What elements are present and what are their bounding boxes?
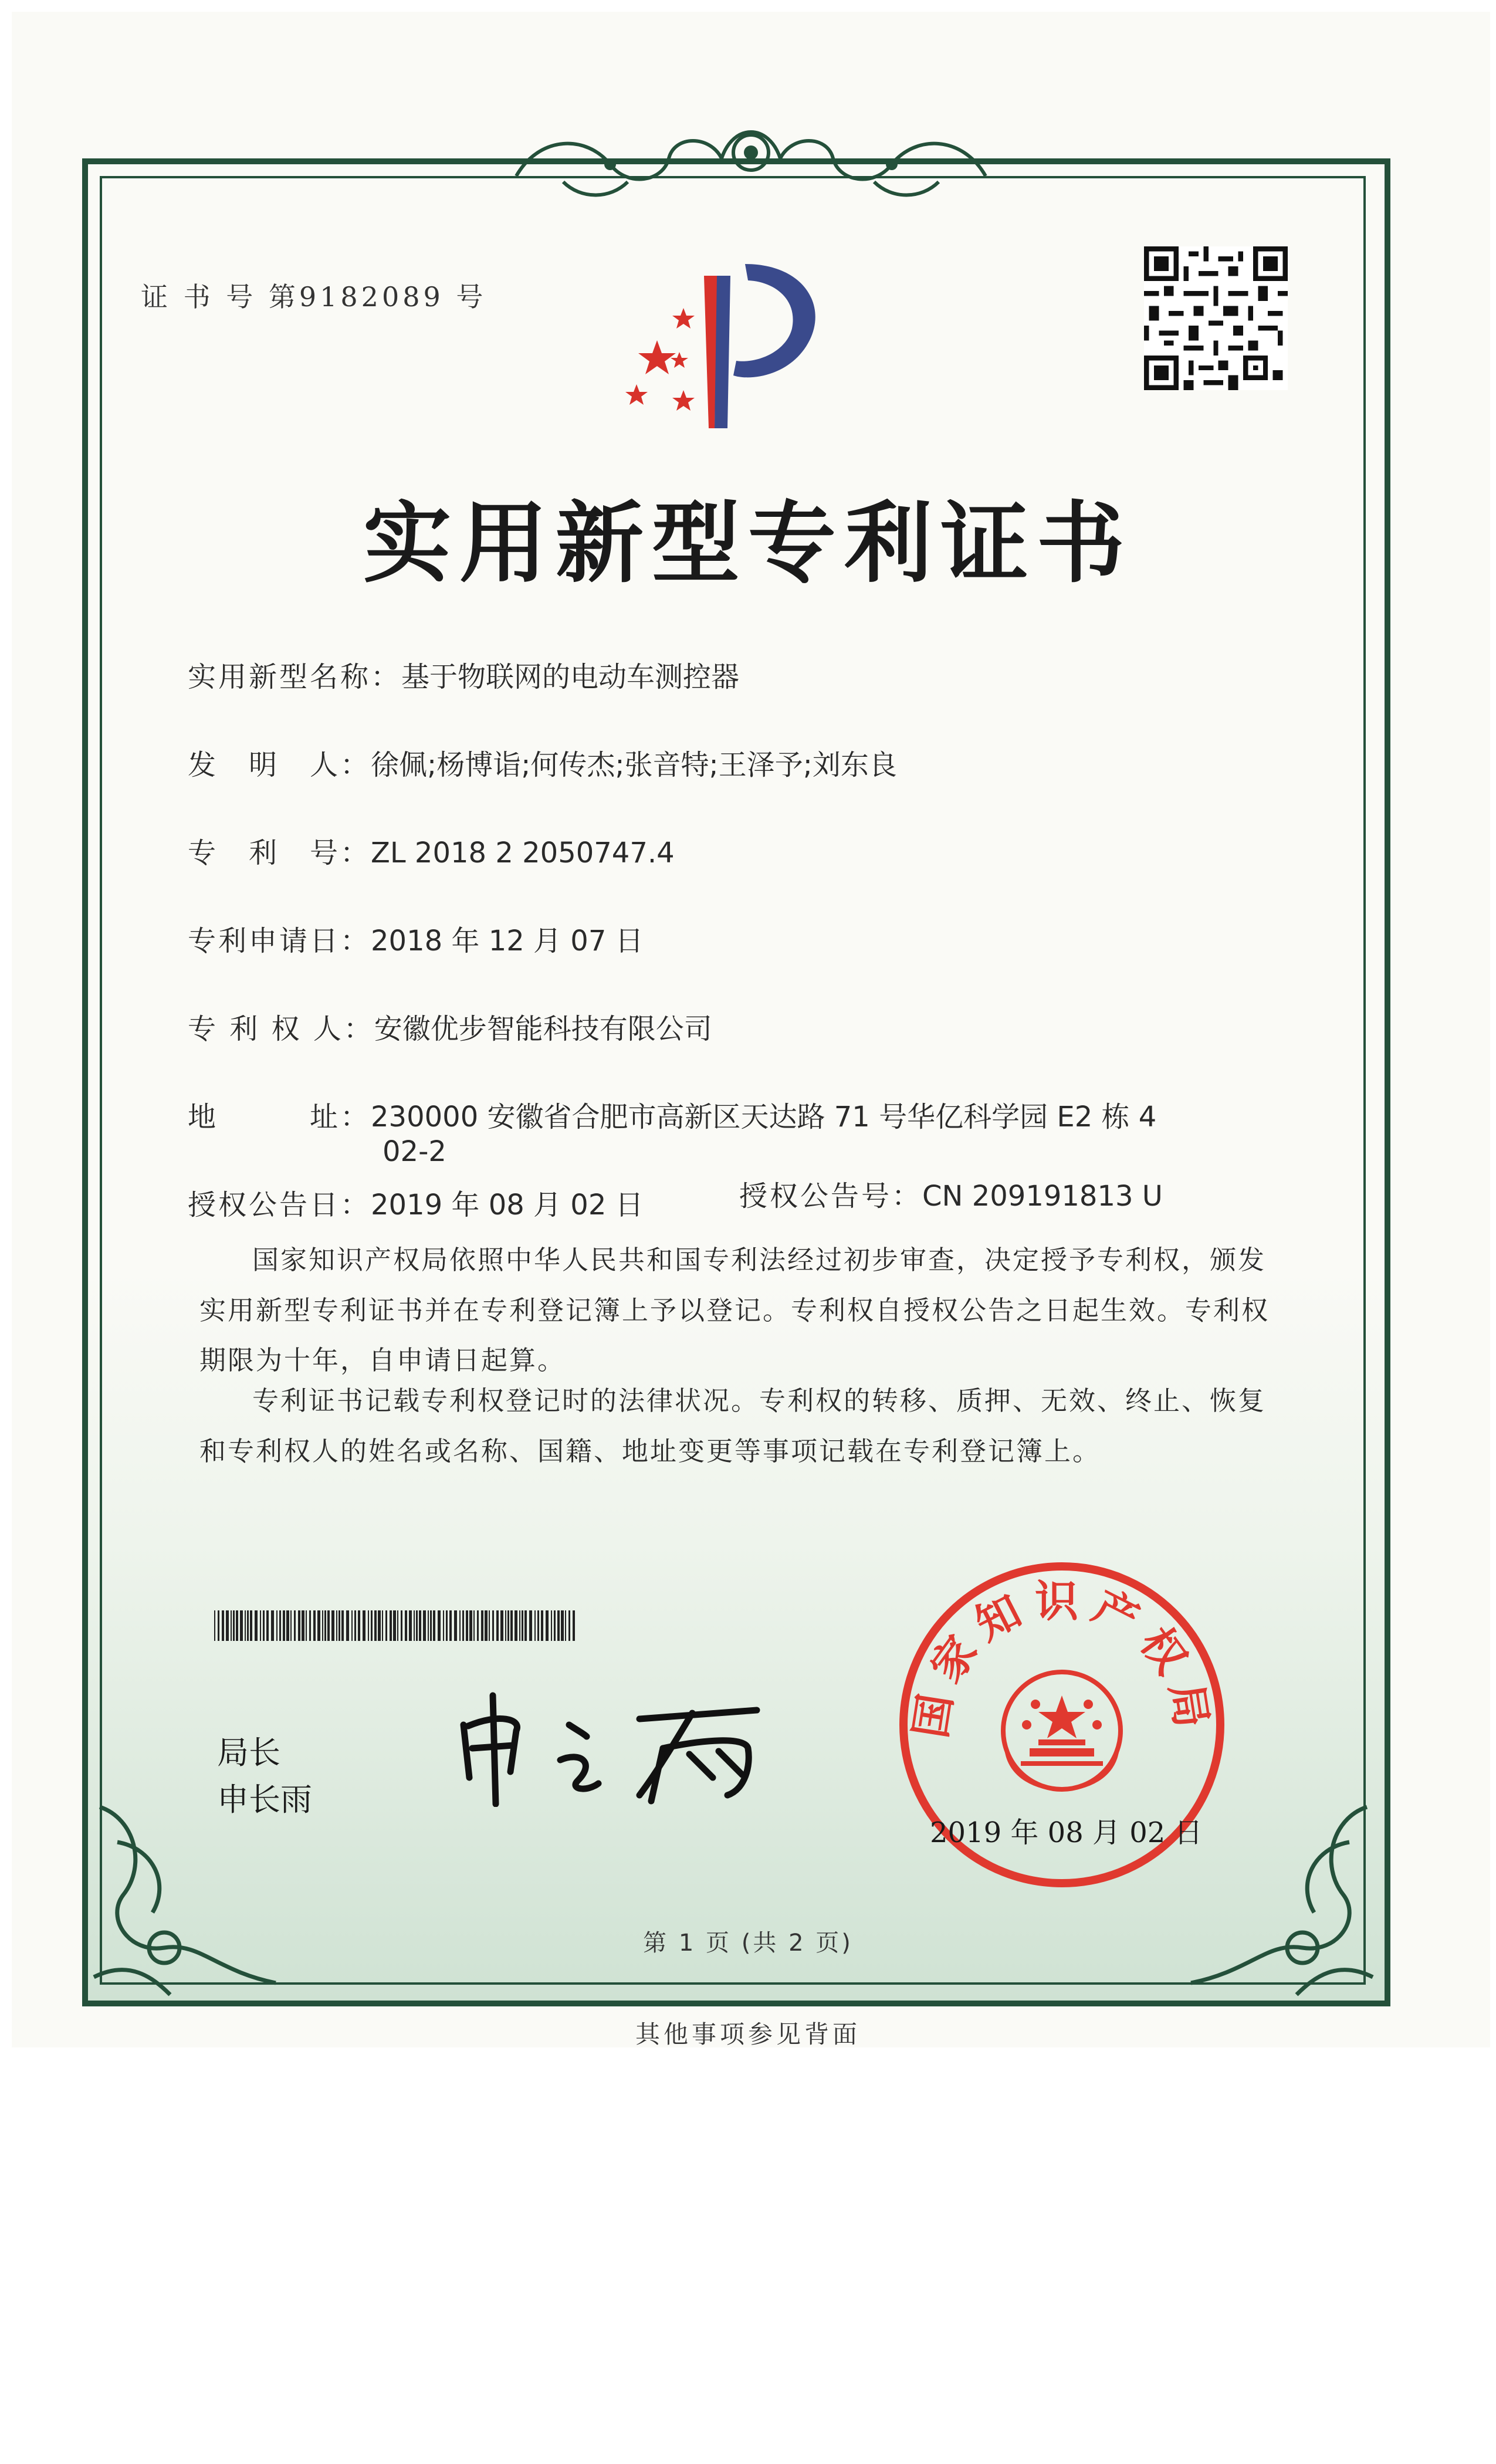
certificate-paragraph-2: 专利证书记载专利权登记时的法律状况。专利权的转移、质押、无效、终止、恢复和专利权人的姓名或名称、国籍、地址变更等事项记载在专利登记簿上。 bbox=[199, 1385, 1267, 1467]
barcode-bar bbox=[260, 1610, 261, 1641]
certificate-number-label: 证 书 号 第 bbox=[141, 281, 299, 313]
barcode-bar bbox=[449, 1610, 452, 1641]
barcode-bar bbox=[385, 1610, 387, 1641]
barcode-bar bbox=[489, 1610, 490, 1641]
field-patentee bbox=[188, 1006, 712, 1047]
barcode-bar bbox=[534, 1610, 536, 1641]
barcode-bar bbox=[309, 1610, 311, 1641]
barcode-bar bbox=[466, 1610, 468, 1641]
barcode-bar bbox=[327, 1610, 330, 1641]
barcode-bar bbox=[419, 1610, 421, 1641]
top-ornament bbox=[493, 111, 1009, 211]
field-grant-date bbox=[188, 1182, 644, 1223]
barcode-bar bbox=[351, 1610, 353, 1641]
barcode-bar bbox=[240, 1610, 243, 1641]
barcode-bar bbox=[573, 1610, 575, 1641]
barcode-bar bbox=[231, 1610, 232, 1641]
barcode-bar bbox=[354, 1610, 356, 1641]
barcode-bar bbox=[393, 1610, 396, 1641]
barcode-bar bbox=[443, 1610, 444, 1641]
barcode-bar bbox=[561, 1610, 564, 1641]
certificate-number-value: 9182089 bbox=[299, 281, 444, 313]
barcode-bar bbox=[336, 1610, 337, 1641]
field-value: 安徽优步智能科技有限公司 bbox=[374, 1013, 712, 1045]
barcode-bar bbox=[302, 1610, 304, 1641]
footer-note: 其他事项参见背面 bbox=[635, 2020, 861, 2049]
field-value: ZL 2018 2 2050747.4 bbox=[371, 837, 675, 869]
barcode-bar bbox=[222, 1610, 224, 1641]
barcode-bar bbox=[473, 1610, 475, 1641]
barcode-bar bbox=[339, 1610, 340, 1641]
barcode-bar bbox=[423, 1610, 426, 1641]
barcode-bar bbox=[294, 1610, 296, 1641]
barcode-bar bbox=[218, 1610, 219, 1641]
field-label: 专 利 号： bbox=[188, 837, 371, 869]
barcode-bar bbox=[507, 1610, 509, 1641]
barcode-bar bbox=[416, 1610, 418, 1641]
field-grant-number bbox=[739, 1173, 1163, 1214]
barcode-bar bbox=[279, 1610, 281, 1641]
barcode-bar bbox=[290, 1610, 292, 1641]
page-indicator: 第 1 页 (共 2 页) bbox=[643, 1930, 853, 1957]
barcode-bar bbox=[341, 1610, 344, 1641]
certificate-paragraph-1: 国家知识产权局依照中华人民共和国专利法经过初步审查，决定授予专利权，颁发实用新型专利证书并在专利登记簿上予以登记。专利权自授权公告之日起生效。专利权期限为十年，自申请日起算。 bbox=[199, 1244, 1270, 1376]
field-filing-date bbox=[188, 918, 644, 959]
certificate-number-suffix: 号 bbox=[456, 281, 487, 313]
field-address bbox=[188, 1094, 1156, 1135]
barcode-bar bbox=[428, 1610, 429, 1641]
barcode-bar bbox=[454, 1610, 457, 1641]
barcode-bar bbox=[401, 1610, 402, 1641]
barcode-bar bbox=[247, 1610, 249, 1641]
barcode-bar bbox=[317, 1610, 320, 1641]
field-patent-number bbox=[188, 830, 675, 871]
field-value: 2018 年 12 月 07 日 bbox=[371, 925, 644, 957]
seal-date: 2019 年 08 月 02 日 bbox=[930, 1816, 1203, 1849]
barcode-bar bbox=[515, 1610, 517, 1641]
barcode-bar bbox=[324, 1610, 326, 1641]
barcode-bar bbox=[363, 1610, 365, 1641]
barcode-bar bbox=[271, 1610, 274, 1641]
field-label: 授权公告日： bbox=[188, 1189, 371, 1221]
barcode-bar bbox=[409, 1610, 412, 1641]
barcode-bar bbox=[568, 1610, 570, 1641]
barcode-bar bbox=[462, 1610, 464, 1641]
field-label: 专 利 权 人： bbox=[188, 1013, 374, 1045]
barcode-bar bbox=[565, 1610, 566, 1641]
barcode-bar bbox=[286, 1610, 289, 1641]
barcode-bar bbox=[368, 1610, 369, 1641]
barcode-bar bbox=[298, 1610, 300, 1641]
barcode-bar bbox=[557, 1610, 560, 1641]
barcode-bar bbox=[255, 1610, 258, 1641]
barcode-bar bbox=[374, 1610, 377, 1641]
barcode-bar bbox=[551, 1610, 552, 1641]
barcode-bar bbox=[371, 1610, 373, 1641]
barcode-bar bbox=[519, 1610, 520, 1641]
handwritten-signature bbox=[452, 1690, 780, 1807]
barcode-bar bbox=[283, 1610, 285, 1641]
seal-text: 国家知识产权局 bbox=[905, 1576, 1219, 1742]
barcode-bar bbox=[322, 1610, 323, 1641]
barcode-bar bbox=[438, 1610, 441, 1641]
barcode-bar bbox=[214, 1610, 215, 1641]
barcode-bar bbox=[263, 1610, 265, 1641]
barcode-bar bbox=[446, 1610, 448, 1641]
qr-code bbox=[1144, 246, 1288, 390]
barcode-bar bbox=[433, 1610, 435, 1641]
barcode-bar bbox=[405, 1610, 407, 1641]
signatory-name: 申长雨 bbox=[217, 1781, 312, 1818]
field-label: 发 明 人： bbox=[188, 749, 371, 781]
barcode-bar bbox=[510, 1610, 513, 1641]
barcode-bar bbox=[276, 1610, 277, 1641]
barcode-bar bbox=[250, 1610, 252, 1641]
field-value: CN 209191813 U bbox=[922, 1180, 1163, 1213]
barcode-bar bbox=[346, 1610, 349, 1641]
field-label: 实用新型名称： bbox=[188, 661, 402, 693]
field-value: 230000 安徽省合肥市高新区天达路 71 号华亿科学园 E2 栋 4 bbox=[371, 1101, 1157, 1133]
barcode-bar bbox=[524, 1610, 527, 1641]
field-inventors bbox=[188, 742, 897, 783]
barcode-bar bbox=[226, 1610, 229, 1641]
barcode-bar bbox=[459, 1610, 461, 1641]
field-value: 2019 年 08 月 02 日 bbox=[371, 1189, 644, 1221]
field-value: 徐佩;杨博诣;何传杰;张音特;王泽予;刘东良 bbox=[371, 749, 897, 781]
barcode-bar bbox=[245, 1610, 246, 1641]
barcode-bar bbox=[496, 1610, 499, 1641]
barcode-bar bbox=[382, 1610, 383, 1641]
barcode-bar bbox=[313, 1610, 316, 1641]
barcode-bar bbox=[537, 1610, 539, 1641]
patent-office-emblem-icon bbox=[610, 252, 833, 434]
field-label: 地 址： bbox=[188, 1101, 371, 1133]
field-utility-model-name bbox=[188, 654, 739, 695]
barcode-bar bbox=[414, 1610, 415, 1641]
signatory-title: 局长 bbox=[217, 1734, 280, 1771]
barcode-bar bbox=[390, 1610, 392, 1641]
barcode-bar bbox=[306, 1610, 307, 1641]
barcode-bar bbox=[554, 1610, 556, 1641]
barcode-bar bbox=[397, 1610, 398, 1641]
field-address-line2: 02-2 bbox=[383, 1135, 446, 1168]
field-value: 基于物联网的电动车测控器 bbox=[401, 661, 740, 693]
barcode-bar bbox=[266, 1610, 269, 1641]
certificate-number bbox=[141, 276, 486, 314]
barcode-bar bbox=[522, 1610, 523, 1641]
barcode-bar bbox=[358, 1610, 360, 1641]
barcode-bar bbox=[505, 1610, 506, 1641]
barcode-bar bbox=[477, 1610, 479, 1641]
barcode-bar bbox=[529, 1610, 532, 1641]
barcode-bar bbox=[236, 1610, 238, 1641]
certificate-title: 实用新型专利证书 bbox=[363, 493, 1133, 595]
barcode-bar bbox=[541, 1610, 543, 1641]
barcode-bar bbox=[492, 1610, 494, 1641]
barcode-bar bbox=[378, 1610, 381, 1641]
barcode bbox=[214, 1610, 578, 1641]
barcode-bar bbox=[481, 1610, 483, 1641]
barcode-bar bbox=[469, 1610, 472, 1641]
barcode-bar bbox=[331, 1610, 334, 1641]
barcode-bar bbox=[500, 1610, 503, 1641]
barcode-bar bbox=[430, 1610, 432, 1641]
barcode-bar bbox=[233, 1610, 235, 1641]
field-label: 专利申请日： bbox=[188, 925, 371, 957]
barcode-bar bbox=[546, 1610, 549, 1641]
barcode-bar bbox=[485, 1610, 488, 1641]
field-label: 授权公告号： bbox=[739, 1180, 923, 1213]
